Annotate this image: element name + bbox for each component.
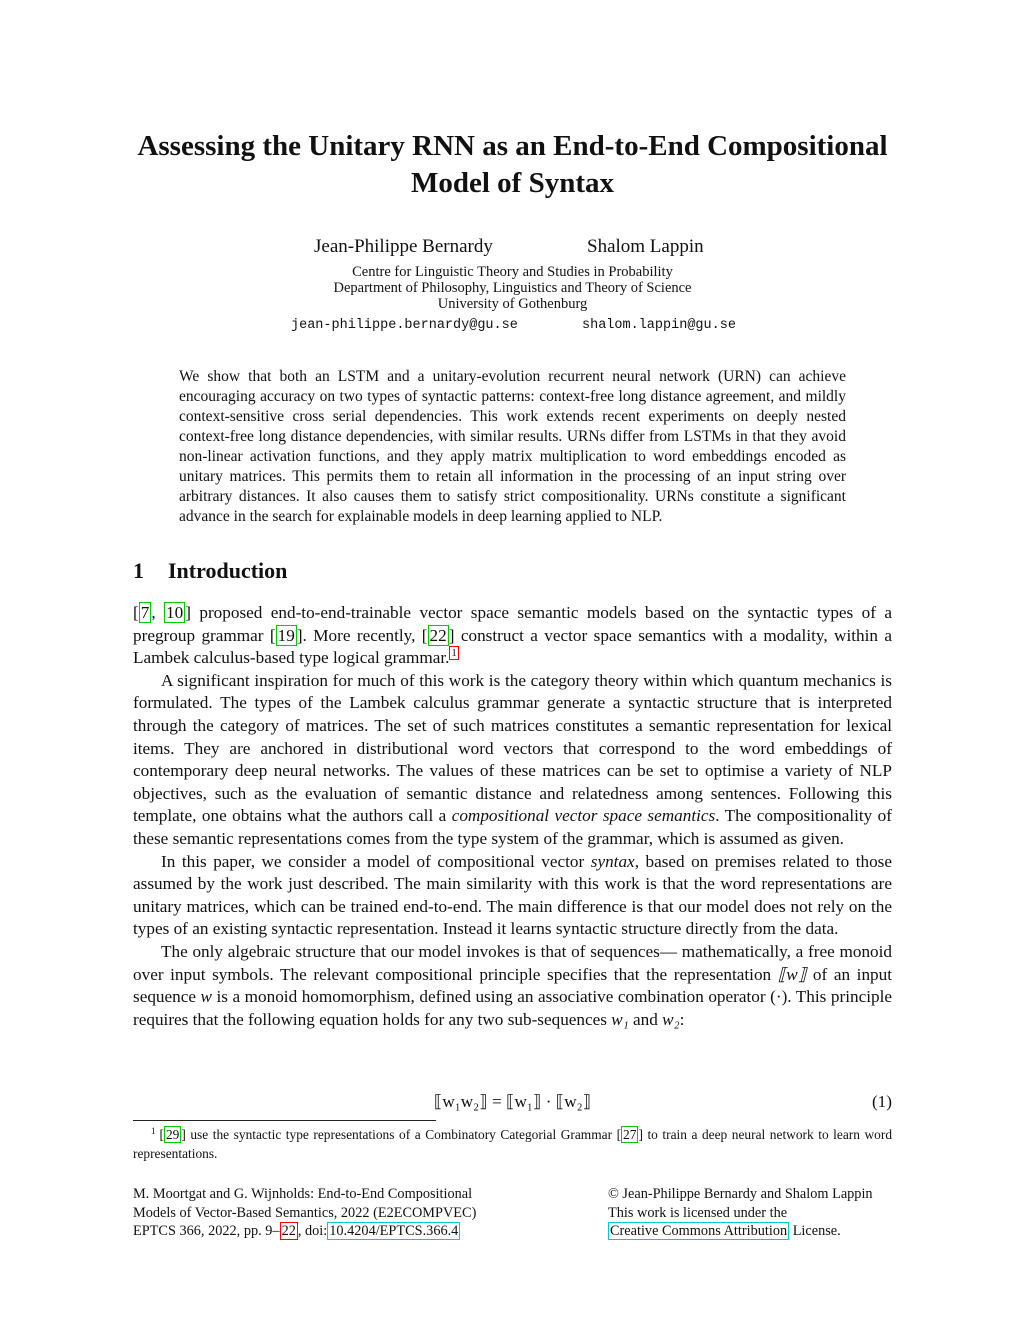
doi-link[interactable]: 10.4204/EPTCS.366.4 — [329, 1223, 459, 1239]
text: : — [679, 1009, 685, 1029]
section-title: Introduction — [168, 558, 288, 583]
text: [ — [159, 1127, 164, 1142]
footer-line: M. Moortgat and G. Wijnholds: End-to-End Compositional — [133, 1186, 473, 1202]
title-line-1: Assessing the Unitary RNN as an End-to-End Compositional — [137, 130, 888, 162]
math: ⟦w⟧ — [777, 964, 807, 984]
text: , doi: — [297, 1223, 328, 1239]
equation-number: (1) — [871, 1092, 892, 1111]
text: , — [151, 603, 165, 622]
license-line: This work is licensed under the — [608, 1204, 788, 1221]
email-2[interactable]: shalom.lappin@gu.se — [582, 318, 736, 333]
text: ]. More recently, [ — [296, 625, 428, 645]
affiliation-line: Department of Philosophy, Linguistics and Theory of Science — [333, 280, 692, 296]
text: ] use the syntactic type representations of a Combinatory Categorial Grammar [ — [181, 1127, 622, 1142]
footer-license — [608, 1185, 898, 1241]
text: License. — [789, 1223, 841, 1239]
equation-1 — [133, 1090, 892, 1114]
text: ] to train a deep neural network to learn word representations. — [133, 1127, 893, 1161]
text: In this paper, we consider a model of compositional vector — [161, 851, 591, 871]
paragraph-1 — [133, 602, 892, 670]
text: is a monoid homomorphism, defined using an associative combination operator (·). This principle requires that the following equation holds for any two sub-sequences — [133, 987, 892, 1029]
math: w₂ — [662, 1009, 680, 1029]
emphasis: compositional vector space semantics — [451, 806, 716, 826]
affiliation — [133, 264, 892, 312]
section-heading — [133, 558, 287, 584]
text: ] proposed end-to-end-trainable vector space semantic models based on the syntactic types of a pregroup grammar [ — [133, 603, 892, 645]
equation-body: ⟦w₁w₂⟧ = ⟦w₁⟧ · ⟦w₂⟧ — [433, 1092, 592, 1111]
license-line — [608, 1222, 898, 1241]
citation-link[interactable]: 19 — [277, 625, 295, 645]
paragraph-4 — [133, 941, 892, 1031]
citation-link[interactable]: 22 — [429, 625, 447, 645]
citation-link[interactable]: 29 — [165, 1127, 180, 1142]
footnote-divider — [133, 1120, 436, 1121]
math: w — [200, 987, 212, 1007]
paragraph-3 — [133, 851, 892, 941]
text: . The compositionality of these semantic representations comes from the type system of the grammar, which is assumed as given. — [133, 806, 892, 848]
section-number: 1 — [133, 558, 144, 583]
text: and — [628, 1009, 663, 1029]
footnote-mark: 1 — [151, 1125, 156, 1136]
footer-line — [133, 1222, 533, 1241]
citation-link[interactable]: 7 — [140, 603, 150, 622]
citation-link[interactable]: 27 — [623, 1127, 637, 1142]
text: [ — [133, 603, 139, 622]
author-2: Shalom Lappin — [587, 236, 704, 257]
text: ] construct a vector space semantics with a modality, within a Lambek calculus-based type logical grammar. — [133, 625, 893, 668]
citation-link[interactable]: 10 — [166, 603, 184, 622]
abstract: We show that both an LSTM and a unitary-evolution recurrent neural network (URN) can achieve encouraging accuracy on two types of syntactic patterns: context-free long distance agreement, and mildly context-sensitive cross serial dependencies. This work extends recent experiments on deeply nested context-free long distance dependencies, with similar results. URNs differ from LSTMs in that they avoid non-linear activation functions, and they apply matrix multiplication to word embeddings encoded as unitary matrices. This permits them to retain all information in the processing of an input string over arbitrary distances. It also causes them to satisfy strict compositionality. URNs constitute a significant advance in the search for explainable models in deep learning applied to NLP. — [179, 368, 846, 525]
authors — [133, 236, 892, 260]
title-line-2: Model of Syntax — [411, 167, 614, 199]
footnote — [133, 1125, 892, 1163]
affiliation-line: Centre for Linguistic Theory and Studies in Probability — [352, 264, 673, 280]
footer-citation — [133, 1185, 533, 1241]
text: EPTCS 366, 2022, pp. 9– — [133, 1223, 280, 1239]
text: A significant inspiration for much of this work is the category theory within which quantum mechanics is formulated. The types of the Lambek calculus grammar generate a syntactic structure that is interpreted through the category of matrices. The set of such matrices constitutes a semantic representation for lexical items. They are anchored in distributional word vectors that correspond to the word embeddings of contemporary deep neural networks. The values of these matrices can be set to optimise a variety of NLP objectives, such as the evaluation of semantic distance and relatedness among sentences. Following this template, one obtains what the authors call a — [133, 670, 892, 826]
text: of an input sequence — [133, 964, 892, 1007]
text: The only algebraic structure that our model invokes is that of sequences— mathematically, a free monoid over input symbols. The relevant compositional principle specifies that the representation — [133, 941, 892, 984]
emails — [133, 318, 892, 338]
footer-line: Models of Vector-Based Semantics, 2022 (E2ECOMPVEC) — [133, 1204, 477, 1221]
paper-title — [133, 128, 892, 202]
text: , based on premises related to those assumed by the work just described. The main similarity with this work is that the word representations are unitary matrices, which can be trained end-to-end. The main difference is that our model does not rely on the types of an existing syntactic representation. Instead it learns syntactic structure directly from the data. — [133, 851, 892, 939]
affiliation-line: University of Gothenburg — [437, 296, 588, 312]
license-link[interactable]: Creative Commons Attribution — [610, 1223, 788, 1239]
paragraph-2 — [133, 670, 892, 851]
last-page-link[interactable]: 22 — [281, 1223, 296, 1239]
author-1: Jean-Philippe Bernardy — [314, 236, 493, 257]
email-1[interactable]: jean-philippe.bernardy@gu.se — [291, 318, 518, 333]
emphasis: syntax — [590, 851, 635, 871]
body-text — [133, 602, 892, 1031]
copyright-line: © Jean-Philippe Bernardy and Shalom Lappin — [608, 1186, 873, 1202]
math: w₁ — [611, 1009, 629, 1029]
footnote-ref-link[interactable]: 1 — [451, 647, 457, 660]
